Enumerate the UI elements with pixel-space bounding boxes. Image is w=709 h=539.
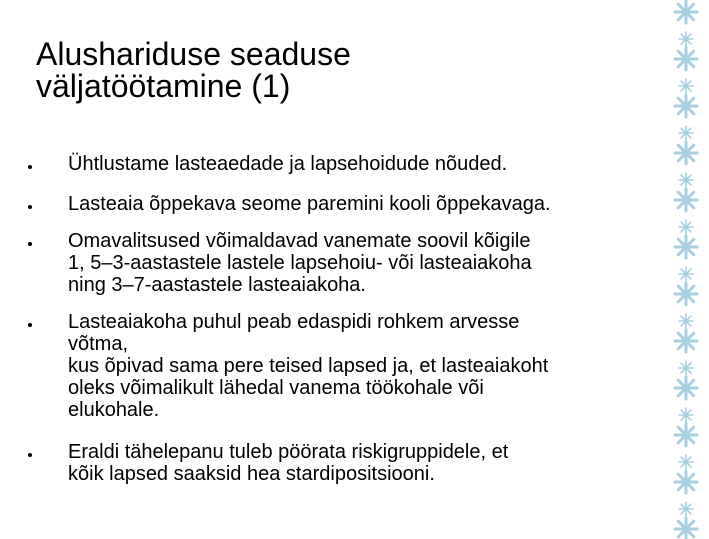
snowflake-border [659, 0, 709, 539]
bullet-text: kõik lapsed saaksid hea stardipositsiooni. [68, 463, 435, 485]
bullet-item [26, 230, 532, 296]
snowflake-ornament-icon [675, 189, 697, 211]
bullet-dot-icon [28, 323, 32, 327]
bullet-text: kus õpivad sama pere teised lapsed ja, et lasteaiakoht [68, 355, 549, 377]
bullet-text: 1, 5–3-aastastele lastele lapsehoiu- või lasteaiakoha [68, 252, 532, 274]
snowflake-ornament-icon [679, 455, 693, 469]
bullet-text: võtma, [68, 333, 129, 355]
snowflake-ornament-icon [675, 424, 697, 446]
bullet-text: oleks võimalikult lähedal vanema töökohale või [68, 377, 484, 399]
bullet-dot-icon [28, 205, 32, 209]
slide-title [36, 38, 596, 102]
snowflake-ornament-icon [675, 330, 697, 352]
title-line: Alushariduse seaduse [36, 36, 351, 72]
snowflake-ornament-icon [679, 79, 693, 93]
bullet-dot-icon [28, 242, 32, 246]
bullet-text: Eraldi tähelepanu tuleb pöörata riskigruppidele, et [68, 441, 509, 463]
bullet-dot-icon [28, 165, 32, 169]
bullet-text: Lasteaiakoha puhul peab edaspidi rohkem arvesse [68, 311, 520, 333]
snowflake-ornament-icon [679, 173, 693, 187]
snowflake-ornament-icon [675, 48, 697, 70]
snowflake-ornament-icon [679, 32, 693, 46]
snowflake-ornament-icon [675, 142, 697, 164]
bullet-dot-icon [28, 453, 32, 457]
snowflake-ornament-icon [679, 502, 693, 516]
title-line: väljatöötamine (1) [36, 68, 291, 104]
snowflake-ornament-icon [675, 1, 697, 23]
bullet-text: Lasteaia õppekava seome paremini kooli õppekavaga. [68, 193, 551, 215]
snowflake-ornament-icon [679, 408, 693, 422]
snowflake-ornament-icon [675, 95, 697, 117]
snowflake-ornament-icon [675, 377, 697, 399]
bullet-item [26, 311, 548, 421]
bullet-text: Ühtlustame lasteaedade ja lapsehoidude nõuded. [68, 153, 508, 175]
snowflake-ornament-icon [679, 361, 693, 375]
snowflake-ornament-icon [679, 267, 693, 281]
snowflake-ornament-icon [679, 126, 693, 140]
snowflake-ornament-icon [679, 314, 693, 328]
snowflake-ornament-icon [679, 220, 693, 234]
bullet-text: ning 3–7-aastastele lasteaiakoha. [68, 274, 366, 296]
bullet-item [26, 441, 508, 485]
bullet-text: Omavalitsused võimaldavad vanemate soovil kõigile [68, 230, 531, 252]
snowflake-ornament-icon [675, 236, 697, 258]
bullet-text: elukohale. [68, 399, 160, 421]
bullet-item [26, 153, 507, 175]
snowflake-ornament-icon [675, 283, 697, 305]
snowflake-ornament-icon [675, 518, 697, 539]
snowflake-ornament-icon [675, 471, 697, 493]
bullet-item [26, 193, 551, 215]
